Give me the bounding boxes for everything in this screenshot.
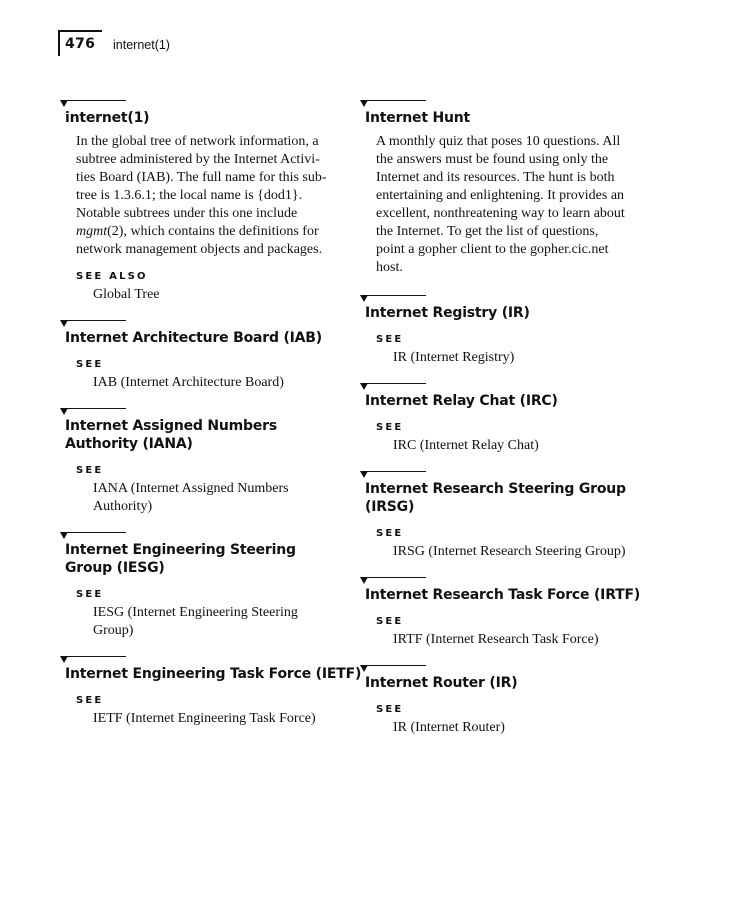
entry-marker: [60, 98, 350, 109]
entry-definition: [76, 133, 350, 259]
reference-line: IESG (Internet Engineering Steering: [93, 605, 298, 620]
reference-line: Group): [93, 623, 134, 638]
see-label: SEE: [376, 334, 404, 345]
entry-term: internet(1): [65, 110, 150, 126]
see-label: SEE: [76, 359, 104, 370]
entry-term: Internet Research Steering Group (IRSG): [365, 481, 626, 515]
entry-term: Internet Research Task Force (IRTF): [365, 587, 641, 603]
definition-line: the Internet. To get the list of questions,: [376, 224, 599, 239]
glossary-entry: [360, 381, 650, 455]
see-label: SEE: [376, 422, 404, 433]
entry-marker: [360, 381, 650, 392]
see-reference: [93, 710, 350, 728]
glossary-entry: [360, 469, 650, 561]
glossary-entry: [60, 318, 350, 392]
triangle-marker-icon: [360, 471, 368, 478]
reference-line: IRTF (Internet Research Task Force): [393, 632, 599, 647]
see-label: SEE: [376, 528, 404, 539]
entry-term: Internet Hunt: [365, 110, 471, 126]
header-rule-horizontal: [58, 30, 102, 32]
triangle-marker-icon: [60, 408, 68, 415]
see-reference: [393, 349, 650, 367]
glossary-entry: [60, 654, 362, 728]
reference-line: IRSG (Internet Research Steering Group): [393, 544, 626, 559]
page-header: [58, 30, 258, 60]
glossary-entry: [60, 530, 350, 640]
triangle-marker-icon: [360, 383, 368, 390]
see-reference: [93, 374, 350, 392]
definition-line: ties Board (IAB). The full name for this sub-: [76, 170, 327, 185]
definition-line: subtree administered by the Internet Activi-: [76, 152, 320, 167]
reference-line: IRC (Internet Relay Chat): [393, 438, 539, 453]
see-reference: [93, 604, 350, 640]
entry-term: Internet Assigned Numbers Authority (IANA): [65, 418, 278, 452]
reference-line: IETF (Internet Engineering Task Force): [93, 711, 316, 726]
triangle-marker-icon: [60, 320, 68, 327]
entry-term: Internet Engineering Task Force (IETF): [65, 666, 362, 682]
definition-line: entertaining and enlightening. It provides an: [376, 188, 625, 203]
see-label: SEE: [376, 616, 404, 627]
see-reference: [93, 286, 350, 304]
entry-marker: [60, 406, 350, 417]
definition-line: Internet and its resources. The hunt is both: [376, 170, 615, 185]
reference-line: IR (Internet Router): [393, 720, 505, 735]
right-column: [360, 98, 650, 737]
running-title: internet(1): [113, 38, 170, 52]
header-rule-vertical: [58, 30, 60, 56]
entry-term: Internet Relay Chat (IRC): [365, 393, 558, 409]
entry-marker: [360, 575, 650, 586]
definition-line: point a gopher client to the gopher.cic.net: [376, 242, 609, 257]
see-reference: [393, 719, 650, 737]
see-label: SEE: [376, 704, 404, 715]
glossary-entry: [360, 575, 650, 649]
reference-line: Global Tree: [93, 287, 160, 302]
triangle-marker-icon: [360, 577, 368, 584]
triangle-marker-icon: [360, 100, 368, 107]
entry-marker: [60, 530, 350, 541]
entry-definition: [376, 133, 650, 277]
glossary-entry: [60, 98, 350, 304]
entry-term: Internet Architecture Board (IAB): [65, 330, 322, 346]
see-label: SEE: [76, 589, 104, 600]
entry-marker: [60, 654, 350, 665]
definition-line: tree is 1.3.6.1; the local name is {dod1}.: [76, 188, 303, 203]
triangle-marker-icon: [360, 665, 368, 672]
glossary-entry: [360, 293, 650, 367]
definition-line: the answers must be found using only the: [376, 152, 609, 167]
definition-line: mgmt(2), which contains the definitions for: [76, 224, 319, 239]
reference-line: IR (Internet Registry): [393, 350, 515, 365]
definition-line: host.: [376, 260, 403, 275]
triangle-marker-icon: [60, 100, 68, 107]
definition-line: A monthly quiz that poses 10 questions. All: [376, 134, 621, 149]
definition-line: excellent, nonthreatening way to learn about: [376, 206, 625, 221]
triangle-marker-icon: [60, 532, 68, 539]
see-reference: [393, 543, 650, 561]
entry-marker: [360, 293, 650, 304]
reference-line: IANA (Internet Assigned Numbers: [93, 481, 289, 496]
glossary-entry: [360, 98, 650, 277]
left-column: [60, 98, 362, 728]
glossary-entry: [60, 406, 350, 516]
reference-line: IAB (Internet Architecture Board): [93, 375, 284, 390]
see-label: SEE: [76, 695, 104, 706]
entry-term: Internet Registry (IR): [365, 305, 530, 321]
definition-line: Notable subtrees under this one include: [76, 206, 298, 221]
glossary-entry: [360, 663, 650, 737]
entry-term: Internet Engineering Steering Group (IESG): [65, 542, 296, 576]
entry-marker: [60, 318, 350, 329]
entry-term: Internet Router (IR): [365, 675, 518, 691]
see-reference: [93, 480, 350, 516]
definition-line: In the global tree of network information, a: [76, 134, 319, 149]
see-reference: [393, 437, 650, 455]
entry-marker: [360, 469, 650, 480]
see-reference: [393, 631, 650, 649]
reference-line: Authority): [93, 499, 153, 514]
entry-marker: [360, 98, 650, 109]
triangle-marker-icon: [360, 295, 368, 302]
page-number: 476: [65, 36, 96, 52]
entry-marker: [360, 663, 650, 674]
triangle-marker-icon: [60, 656, 68, 663]
see-also-label: SEE ALSO: [76, 271, 148, 282]
see-label: SEE: [76, 465, 104, 476]
definition-line: network management objects and packages.: [76, 242, 323, 257]
